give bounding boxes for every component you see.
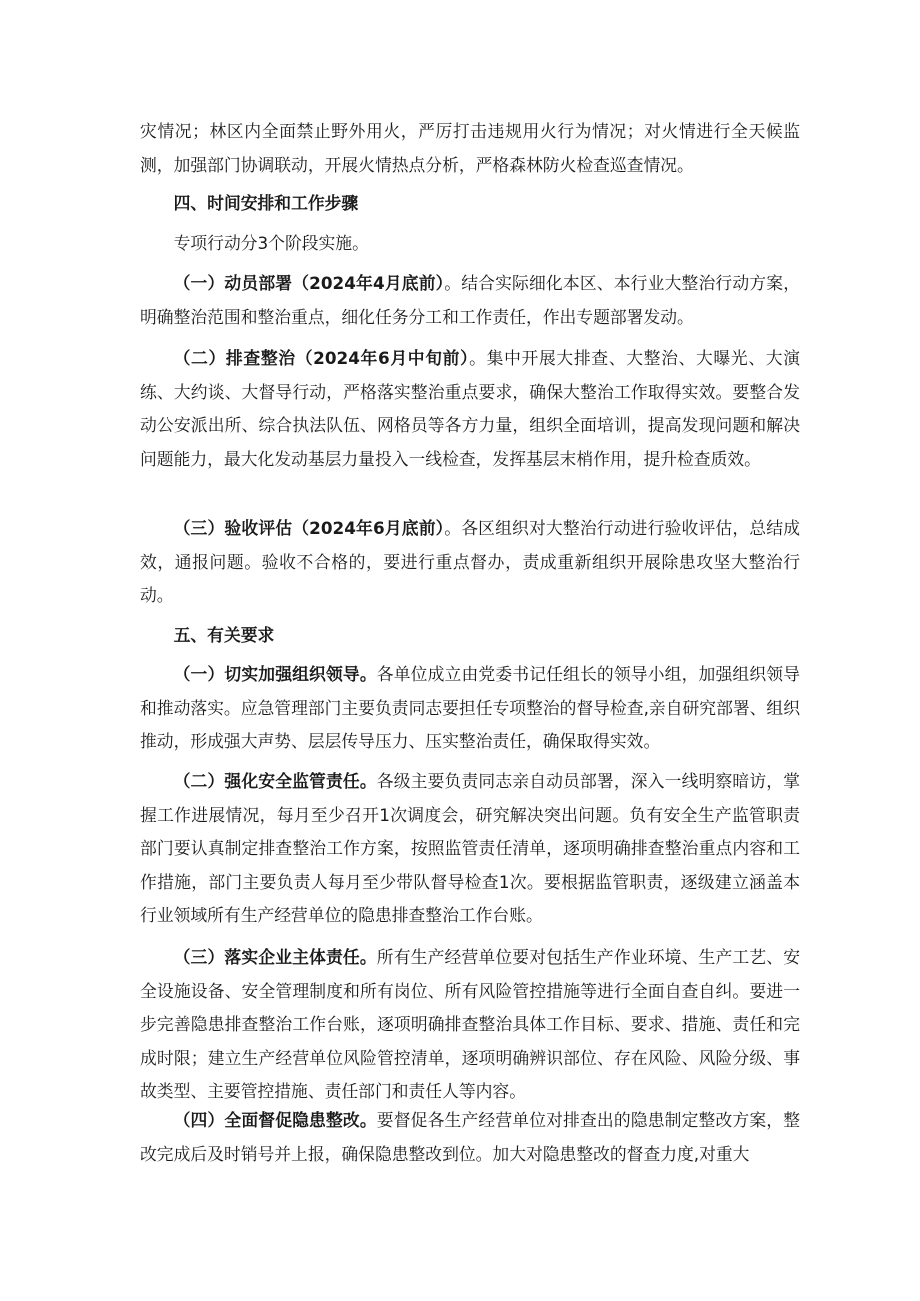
paragraph-lead: （一）切实加强组织领导。 <box>173 664 377 684</box>
paragraph-text: 灾情况；林区内全面禁止野外用火，严厉打击违规用火行为情况；对火情进行全天候监测，加强部门协调联动，开展火情热点分析，严格森林防火检查巡查情况。 <box>140 121 800 175</box>
section-heading-4 <box>140 187 800 221</box>
paragraph-text: 所有生产经营单位要对包括生产作业环境、生产工艺、安全设施设备、安全管理制度和所有岗位、所有风险管控措施等进行全面自查自纠。要进一步完善隐患排查整治工作台账，逐项明确排查整治具体工作目标、要求、措施、责任和完成时限；建立生产经营单位风险管控清单，逐项明确辨识部位、存在风险、风险分级、事故类型、主要管控措施、责任部门和责任人等内容。 <box>140 947 800 1102</box>
paragraph-stage-1 <box>140 267 800 334</box>
paragraph-intro <box>140 115 800 182</box>
paragraph-text: 。结合实际细化本区、本行业大整治行动方案，明确整治范围和整治重点，细化任务分工和工作责任，作出专题部署发动。 <box>140 273 800 327</box>
paragraph-text: 要督促各生产经营单位对排查出的隐患制定整改方案，整改完成后及时销号并上报，确保隐患整改到位。加大对隐患整改的督查力度,对重大 <box>140 1110 800 1164</box>
paragraph-requirement-2 <box>140 765 800 933</box>
heading-text: 五、有关要求 <box>173 625 275 645</box>
paragraph-text: 各单位成立由党委书记任组长的领导小组，加强组织领导和推动落实。应急管理部门主要负责同志要担任专项整治的督导检查,亲自研究部署、组织推动，形成强大声势、层层传导压力、压实整治责任，确保取得实效。 <box>140 664 800 752</box>
paragraph-lead: （一）动员部署（2024年4月底前） <box>173 273 445 293</box>
paragraph-text: 各级主要负责同志亲自动员部署，深入一线明察暗访，掌握工作进展情况，每月至少召开1次调度会，研究解决突出问题。负有安全生产监管职责部门要认真制定排查整治工作方案，按照监管责任清单，逐项明确排查整治重点内容和工作措施，部门主要负责人每月至少带队督导检查1次。要根据监管职责，逐级建立涵盖本行业领域所有生产经营单位的隐患排查整治工作台账。 <box>140 771 800 926</box>
paragraph-stages <box>140 227 800 261</box>
paragraph-text: 。集中开展大排查、大整治、大曝光、大演练、大约谈、大督导行动，严格落实整治重点要求，确保大整治工作取得实效。要整合发动公安派出所、综合执法队伍、网格员等各方力量，组织全面培训，提高发现问题和解决问题能力，最大化发动基层力量投入一线检查，发挥基层末梢作用，提升检查质效。 <box>140 348 800 469</box>
paragraph-text: 。各区组织对大整治行动进行验收评估，总结成效，通报问题。验收不合格的，要进行重点督办，责成重新组织开展除患攻坚大整治行动。 <box>140 518 800 606</box>
paragraph-lead: （二）排查整治（2024年6月中旬前） <box>173 348 470 368</box>
paragraph-text: 专项行动分3个阶段实施。 <box>173 233 369 253</box>
paragraph-lead: （三）验收评估（2024年6月底前） <box>173 518 445 538</box>
paragraph-requirement-4 <box>140 1104 800 1171</box>
heading-text: 四、时间安排和工作步骤 <box>173 193 359 213</box>
section-heading-5 <box>140 619 800 653</box>
paragraph-requirement-1 <box>140 658 800 759</box>
paragraph-requirement-3 <box>140 941 800 1109</box>
paragraph-lead: （四）全面督促隐患整改。 <box>173 1110 377 1130</box>
paragraph-stage-2 <box>140 342 800 476</box>
paragraph-lead: （二）强化安全监管责任。 <box>173 771 377 791</box>
paragraph-lead: （三）落实企业主体责任。 <box>173 947 377 967</box>
paragraph-stage-3 <box>140 512 800 613</box>
